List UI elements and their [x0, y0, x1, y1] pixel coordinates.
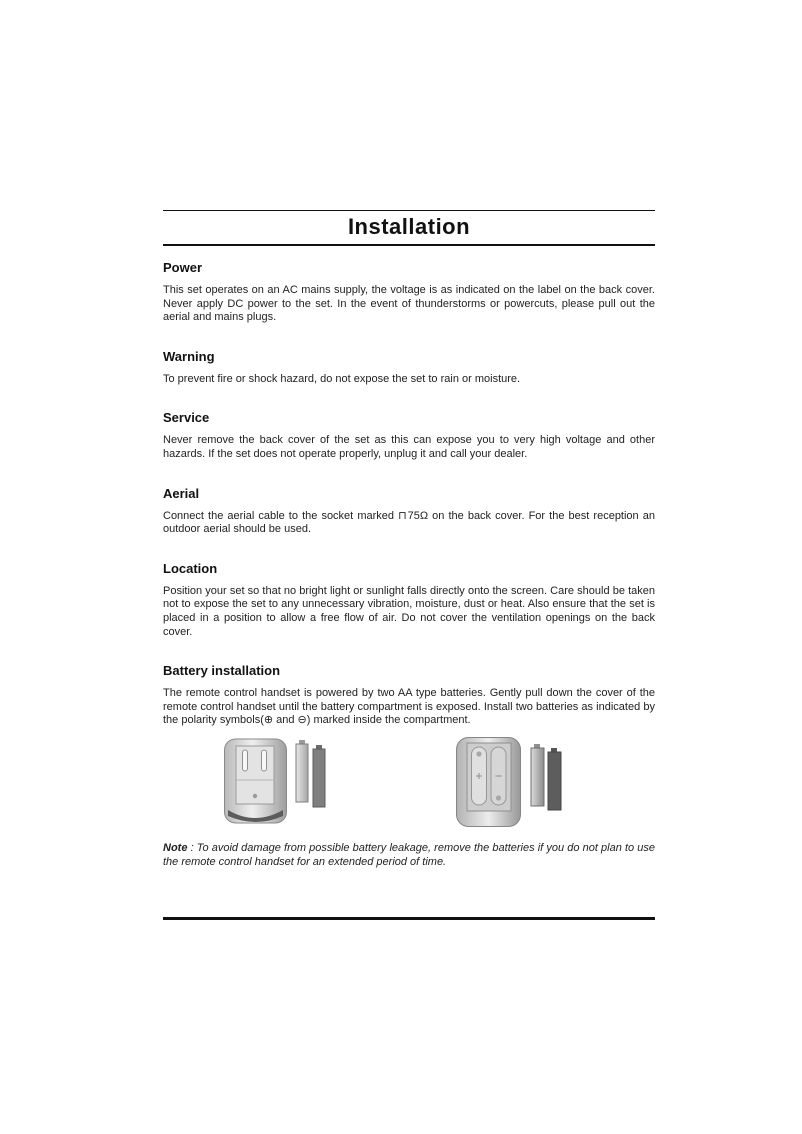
section-warning — [163, 349, 655, 387]
section-location — [163, 561, 655, 639]
section-battery-heading: Battery installation — [163, 663, 281, 679]
section-warning-heading: Warning — [163, 348, 215, 364]
bottom-rule — [163, 917, 655, 920]
remote-battery-cover-closed-icon — [223, 736, 329, 830]
section-power — [163, 260, 655, 325]
section-aerial — [163, 486, 655, 537]
page-content — [163, 210, 655, 869]
section-service-heading: Service — [163, 410, 210, 426]
section-service-body: Never remove the back cover of the set as this can expose you to very high voltage and other hazards. If the set does not operate properly, unplug it and call your dealer. — [163, 434, 655, 460]
note-label: Note — [163, 841, 188, 854]
section-battery-installation — [163, 663, 655, 728]
battery-illustrations — [163, 736, 655, 832]
section-warning-body: To prevent fire or shock hazard, do not expose the set to rain or moisture. — [163, 372, 521, 385]
note — [163, 842, 655, 869]
section-location-body: Position your set so that no bright light or sunlight falls directly onto the screen. Care should be taken not to expose the set to any unnecessary vibration, moisture, dust or heat. Also ensure that the set is placed in a position to allow a free flow of air. Do not cover the ventilation openings on the back cover. — [163, 584, 655, 638]
section-battery-body: The remote control handset is powered by two AA type batteries. Gently pull down the cover of the remote control handset until the battery compartment is exposed. Install two batteries as indicated by the polarity symbols(⊕ and ⊖) marked inside the compartment. — [163, 687, 655, 727]
section-aerial-body: Connect the aerial cable to the socket marked ⊓ 75Ω on the back cover. For the best reception an outdoor aerial should be used. — [163, 509, 655, 536]
section-power-body: This set operates on an AC mains supply, the voltage is as indicated on the label on the back cover. Never apply DC power to the set. In the event of thunderstorms or powercuts, please pull out the aerial and mains plugs. — [163, 284, 655, 324]
remote-battery-compartment-open-icon — [455, 736, 567, 830]
note-text: : To avoid damage from possible battery leakage, remove the batteries if you do not plan to use the remote control handset for an extended period of time. — [163, 841, 655, 868]
top-rule — [163, 210, 655, 211]
section-power-heading: Power — [163, 260, 203, 275]
section-location-heading: Location — [163, 560, 218, 576]
page-title: Installation — [347, 214, 471, 239]
section-aerial-heading: Aerial — [163, 485, 200, 501]
title-rule — [163, 244, 655, 246]
section-service — [163, 410, 655, 461]
